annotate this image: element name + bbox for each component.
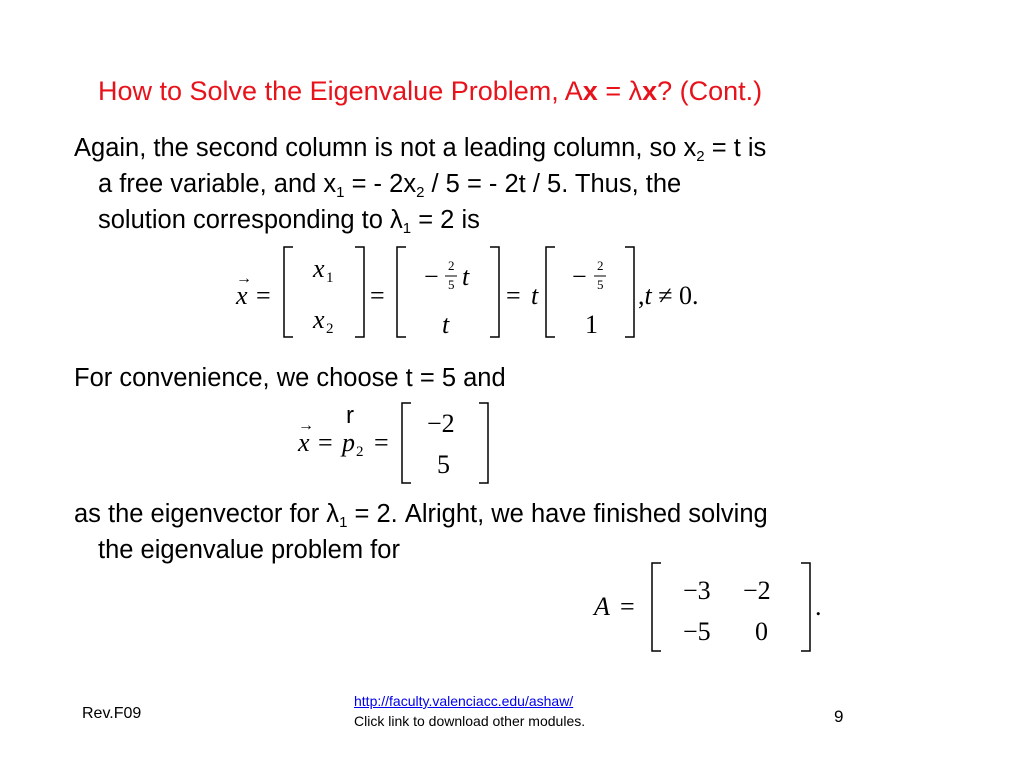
eq2-equals-2: = xyxy=(374,428,389,457)
eq1-equals-2: = xyxy=(370,281,385,310)
entry-frac-bar xyxy=(445,275,457,277)
entry-one: 1 xyxy=(585,310,598,339)
scalar-t: t xyxy=(531,281,539,310)
download-note: Click link to download other modules. xyxy=(354,713,586,729)
page-number: 9 xyxy=(834,707,844,726)
eq1-equals-3: = xyxy=(506,281,521,310)
entry-t-top: t xyxy=(462,262,470,291)
vector-arrow-x-2: → xyxy=(298,417,314,434)
paragraph-3-line-2: the eigenvalue problem for xyxy=(98,536,400,564)
stray-r: r xyxy=(346,402,354,429)
vector-entry-x1-sub: 1 xyxy=(326,270,334,286)
paragraph-3-line-1: as the eigenvector for $\lambda_1 = 2$. Alright, we have finished solving xyxy=(74,500,768,531)
entry-t-bottom: t xyxy=(442,310,450,339)
entry-5: 5 xyxy=(437,450,450,479)
revision-label: Rev.F09 xyxy=(82,705,142,722)
entry-frac-den-2: 5 xyxy=(597,277,604,292)
paragraph-1-line-1: Again, the second column is not a leading column, so $x_2 = t$ is xyxy=(74,134,767,165)
entry-frac-den: 5 xyxy=(448,277,455,292)
modules-link[interactable]: http://faculty.valenciacc.edu/ashaw/ xyxy=(354,693,574,709)
eq2-p-sub: 2 xyxy=(356,444,364,460)
eq3-period: . xyxy=(815,592,822,621)
eq2-equals-1: = xyxy=(318,428,333,457)
a22: 0 xyxy=(755,617,768,646)
entry-frac-num-2: 2 xyxy=(597,258,604,273)
paragraph-2: For convenience, we choose t = 5 and xyxy=(74,364,506,392)
matrix-1-brackets xyxy=(283,246,365,338)
vector-arrow-x: → xyxy=(236,270,252,287)
matrix-2-brackets xyxy=(396,246,500,338)
vector-entry-x2-sub: 2 xyxy=(326,321,334,337)
eq3-equals: = xyxy=(620,592,635,621)
paragraph-3 xyxy=(74,496,768,568)
eq2-lhs: x xyxy=(298,428,310,457)
entry-minus: − xyxy=(424,262,439,291)
a12: −2 xyxy=(743,576,771,605)
a21: −5 xyxy=(683,617,711,646)
eq1-lhs: x xyxy=(236,281,248,310)
vector-entry-x1: x xyxy=(313,254,325,283)
eq2-p: p xyxy=(342,428,355,457)
eq3-lhs: A xyxy=(594,592,610,621)
entry-minus-2: − xyxy=(572,262,587,291)
matrix-3-brackets xyxy=(545,246,635,338)
slide-title: How to Solve the Eigenvalue Problem, Ax = λx? (Cont.) xyxy=(98,76,763,106)
vector-entry-x2: x xyxy=(313,305,325,334)
paragraph-1-line-2: a free variable, and $x_1$ = - $2x_2 / 5$ = - 2t / 5. Thus, the xyxy=(98,170,682,201)
matrix-a-brackets xyxy=(651,562,811,652)
eq1-equals-1: = xyxy=(256,281,271,310)
entry-frac-bar-2 xyxy=(594,275,606,277)
condition: ,t ≠ 0. xyxy=(638,281,699,310)
a11: −3 xyxy=(683,576,711,605)
paragraph-1 xyxy=(74,130,766,238)
paragraph-1-line-3: solution corresponding to $\lambda_1 = 2$ is xyxy=(98,206,480,237)
entry-neg-2: −2 xyxy=(427,409,455,438)
matrix-4-brackets xyxy=(401,402,489,484)
entry-frac-num: 2 xyxy=(448,258,455,273)
